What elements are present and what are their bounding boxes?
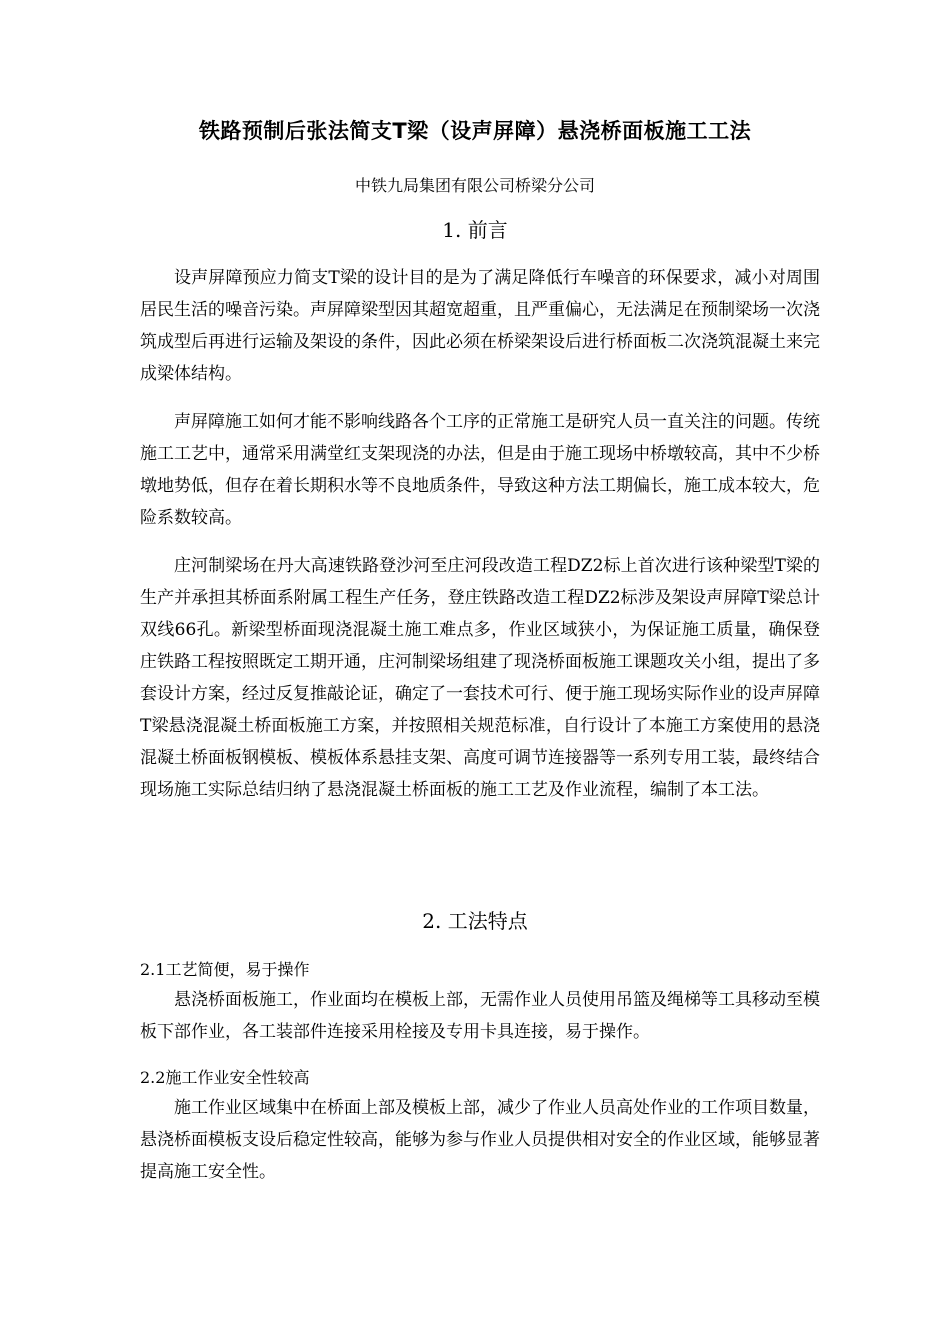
section-heading-features: 2. 工法特点: [422, 909, 528, 933]
paragraph: 施工作业区域集中在桥面上部及模板上部，减少了作业人员高处作业的工作项目数量，悬浇桥面模板支设后稳定性较高，能够为参与作业人员提供相对安全的作业区域，能够显著提高施工安全性。: [140, 1098, 820, 1182]
paragraph: 悬浇桥面板施工，作业面均在模板上部，无需作业人员使用吊篮及绳梯等工具移动至模板下部作业，各工装部件连接采用栓接及专用卡具连接，易于操作。: [140, 990, 820, 1042]
paragraph: 庄河制梁场在丹大高速铁路登沙河至庄河段改造工程DZ2标上首次进行该种梁型T梁的生产并承担其桥面系附属工程生产任务，登庄铁路改造工程DZ2标涉及架设声屏障T梁总计双线66孔。新梁型桥面现浇混凝土施工难点多，作业区域狭小，为保证施工质量，确保登庄铁路工程按照既定工期开通，庄河制梁场组建了现浇桥面板施工课题攻关小组，提出了多套设计方案，经过反复推敲论证，确定了一套技术可行、便于施工现场实际作业的设声屏障T梁悬浇混凝土桥面板施工方案，并按照相关规范标准，自行设计了本施工方案使用的悬浇混凝土桥面板钢模板、模板体系悬挂支架、高度可调节连接器等一系列专用工装，最终结合现场施工实际总结归纳了悬浇混凝土桥面板的施工工艺及作业流程，编制了本工法。: [140, 556, 820, 800]
paragraph: 设声屏障预应力简支T梁的设计目的是为了满足降低行车噪音的环保要求，减小对周围居民生活的噪音污染。声屏障梁型因其超宽超重，且严重偏心，无法满足在预制梁场一次浇筑成型后再进行运输及架设的条件，因此必须在桥梁架设后进行桥面板二次浇筑混凝土来完成梁体结构。: [140, 268, 820, 384]
document-title: 铁路预制后张法简支T梁（设声屏障）悬浇桥面板施工工法: [198, 119, 752, 143]
subsection-heading: 2.1工艺简便，易于操作: [140, 960, 310, 979]
section-heading-foreword: 1. 前言: [442, 218, 508, 242]
paragraph: 声屏障施工如何才能不影响线路各个工序的正常施工是研究人员一直关注的问题。传统施工工艺中，通常采用满堂红支架现浇的办法，但是由于施工现场中桥墩较高，其中不少桥墩地势低，但存在着长期积水等不良地质条件，导致这种方法工期偏长，施工成本较大，危险系数较高。: [140, 412, 820, 528]
organization-name: 中铁九局集团有限公司桥梁分公司: [354, 176, 595, 195]
subsection-heading: 2.2施工作业安全性较高: [140, 1068, 310, 1087]
